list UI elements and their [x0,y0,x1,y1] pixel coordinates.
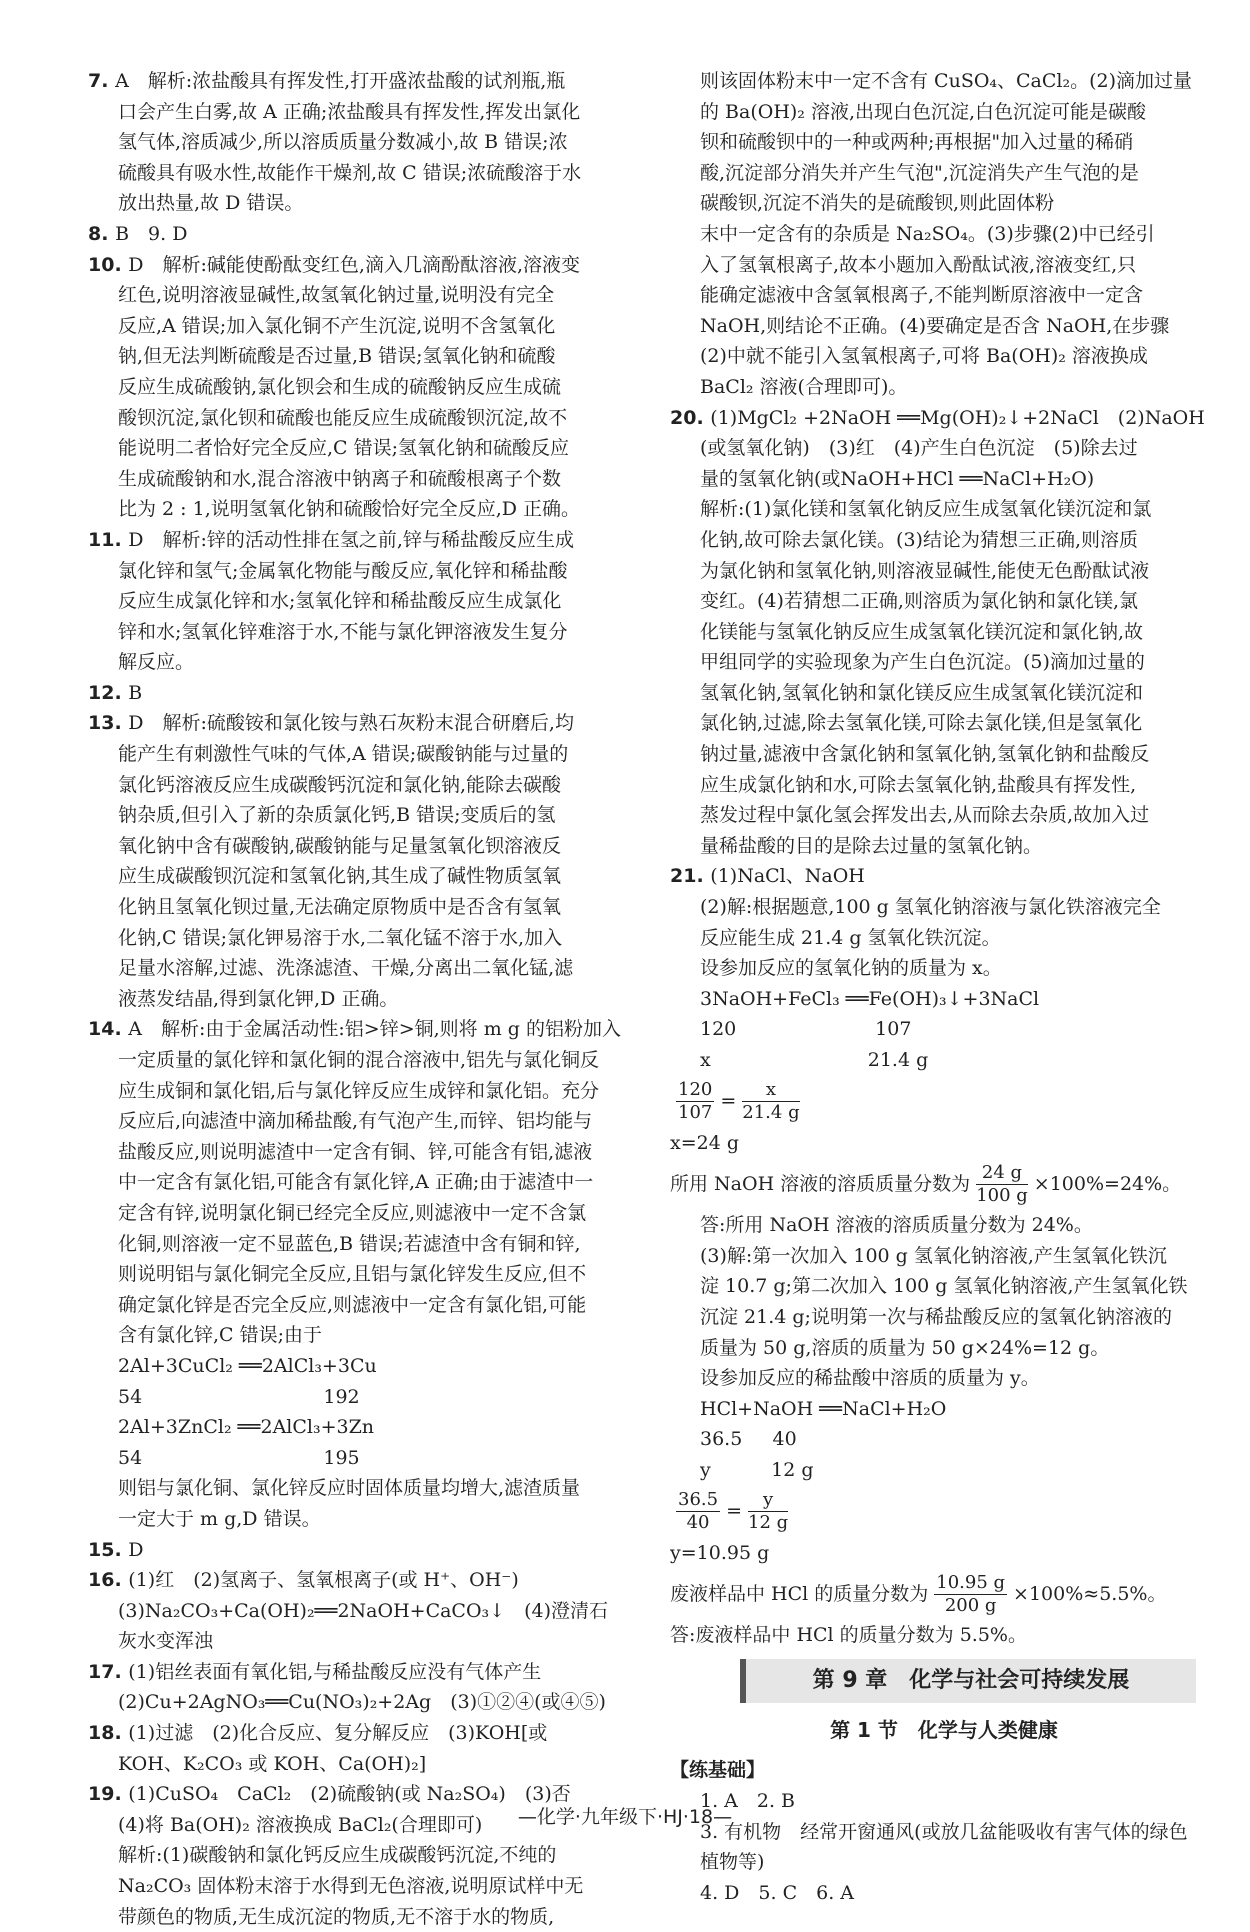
line-text: 淀 10.7 g;第二次加入 100 g 氢氧化钠溶液,产生氢氧化铁 [700,1275,1188,1298]
text-line [670,647,1218,678]
text-line [670,708,1218,739]
text-line [670,250,1218,281]
line-text: 足量水溶解,过滤、洗涤滤渣、干燥,分离出二氧化锰,滤 [118,957,574,980]
text-line [670,1847,1218,1878]
right-column-part-a [670,66,1218,1076]
line-text: B [128,681,143,704]
line-text: (1)红 (2)氢离子、氢氧根离子(或 H⁺、OH⁻) [128,1569,519,1592]
text-line [670,770,1218,801]
line-text: 中一定含有氯化铝,可能含有氯化锌,A 正确;由于滤渣中一 [118,1171,594,1194]
line-text: (1)过滤 (2)化合反应、复分解反应 (3)KOH[或 [128,1722,548,1745]
line-text: 锌和水;氢氧化锌难溶于水,不能与氯化钾溶液发生复分 [118,620,568,643]
line-text: (2)中就不能引入氢氧根离子,可将 Ba(OH)₂ 溶液换成 [700,345,1148,368]
text-line [88,127,643,158]
line-text: NaOH,则结论不正确。(4)要确定是否含 NaOH,在步骤 [700,314,1170,337]
text-line [88,158,643,189]
text-line [670,1045,1218,1076]
line-text: 蒸发过程中氯化氢会挥发出去,从而除去杂质,故加入过 [700,804,1150,827]
right-column [670,66,1218,1908]
line-text: 3NaOH+FeCl₃ ══Fe(OH)₃↓+3NaCl [700,987,1040,1010]
question-answer [88,1535,643,1566]
text-line [88,1320,643,1351]
y-result: y=10.95 g [670,1541,770,1564]
text-line [670,678,1218,709]
line-text: 反应能生成 21.4 g 氢氧化铁沉淀。 [700,926,1001,949]
line-text: (1)CuSO₄ CaCl₂ (2)硫酸钠(或 Na₂SO₄) (3)否 [128,1783,571,1806]
line-text: 沉淀 21.4 g;说明第一次与稀盐酸反应的氢氧化钠溶液的 [700,1305,1172,1328]
line-text: 能确定滤液中含氢氧根离子,不能判断原溶液中一定含 [700,284,1144,307]
line-text: 设参加反应的稀盐酸中溶质的质量为 y。 [700,1367,1040,1390]
text-line [670,1302,1218,1333]
line-text: (2)Cu+2AgNO₃══Cu(NO₃)₂+2Ag (3)①②④(或④⑤) [118,1691,606,1714]
line-text: 钡和硫酸钡中的一种或两种;再根据"加入过量的稀硝 [700,131,1134,154]
text-line [670,617,1218,648]
line-text: 能说明二者恰好完全反应,C 错误;氢氧化钠和硫酸反应 [118,437,570,460]
line-text: (1)铝丝表面有氧化铝,与稀盐酸反应没有气体产生 [128,1660,542,1683]
text-line [88,97,643,128]
text-line [670,311,1218,342]
question-number: 13. [88,712,129,735]
text-line [670,892,1218,923]
text-line [88,1412,643,1443]
question-number: 18. [88,1722,129,1745]
line-text: 甲组同学的实验现象为产生白色沉淀。(5)滴加过量的 [700,651,1145,674]
line-text: 反应后,向滤渣中滴加稀盐酸,有气泡产生,而锌、铝均能与 [118,1110,593,1133]
line-text: (2)解:根据题意,100 g 氢氧化钠溶液与氯化铁溶液完全 [700,896,1161,919]
line-text: 设参加反应的氢氧化钠的质量为 x。 [700,957,1002,980]
text-line [88,892,643,923]
line-text: 解析:(1)碳酸钠和氯化钙反应生成碳酸钙沉淀,不纯的 [118,1844,557,1867]
text-line [88,1687,643,1718]
text-line [88,1443,643,1474]
x-result: x=24 g [670,1131,740,1154]
text-line [670,188,1218,219]
line-text: 解反应。 [118,651,195,674]
line-text: D 解析:碱能使酚酞变红色,滴入几滴酚酞溶液,溶液变 [128,253,580,276]
text-line [670,525,1218,556]
text-line [88,280,643,311]
text-line [88,1229,643,1260]
line-text: 氯化锌和氢气;金属氧化物能与酸反应,氧化锌和稀盐酸 [118,559,568,582]
text-line [88,1473,643,1504]
text-line [88,1840,643,1871]
line-text: 比为 2 : 1,说明氢氧化钠和硫酸恰好完全反应,D 正确。 [118,498,581,521]
line-text: 氯化钠,过滤,除去氢氧化镁,可除去氯化镁,但是氢氧化 [700,712,1143,735]
text-line [88,464,643,495]
line-text: 36.5 40 [700,1428,797,1451]
text-line [670,739,1218,770]
line-text: 带颜色的物质,无生成沉淀的物质,无不溶于水的物质, [118,1905,555,1928]
line-text: x 21.4 g [700,1049,929,1071]
line-text: 生成硫酸钠和水,混合溶液中钠离子和硫酸根离子个数 [118,467,562,490]
text-line [670,66,1218,97]
line-text: D 解析:硫酸铵和氯化铵与熟石灰粉末混合研磨后,均 [128,712,574,735]
line-text: 化钠,故可除去氯化镁。(3)结论为猜想三正确,则溶质 [700,528,1138,551]
line-text: y 12 g [700,1458,814,1481]
line-text: 含有氯化锌,C 错误;由于 [118,1324,323,1347]
line-text: 氯化钙溶液反应生成碳酸钙沉淀和氯化钠,能除去碳酸 [118,773,562,796]
text-line [88,800,643,831]
practice-label: 【练基础】 [670,1759,766,1782]
text-line [88,861,643,892]
line-text: 钠杂质,但引入了新的杂质氯化钙,B 错误;变质后的氢 [118,804,556,827]
text-line [88,953,643,984]
text-line [670,1210,1218,1241]
question-number: 16. [88,1569,129,1592]
text-line [670,1014,1218,1045]
line-text: 1. A 2. B [700,1789,796,1812]
text-line [88,770,643,801]
line-text: 应生成铜和氯化铝,后与氯化锌反应生成锌和氯化铝。充分 [118,1079,600,1102]
proportion-y: $\frac{36.5}{40}$ = $\frac{y}{12 g}$ [678,1489,789,1534]
text-line [670,984,1218,1015]
line-text: 54 195 [118,1446,360,1469]
line-text: 氢氧化钠,氢氧化钠和氯化镁反应生成氢氧化镁沉淀和 [700,681,1144,704]
line-text: 的 Ba(OH)₂ 溶液,出现白色沉淀,白色沉淀可能是碳酸 [700,100,1147,123]
line-text: 答:所用 NaOH 溶液的溶质质量分数为 24%。 [700,1214,1093,1237]
line-text: (3)解:第一次加入 100 g 氢氧化钠溶液,产生氢氧化铁沉 [700,1244,1167,1267]
line-text: (1)MgCl₂ +2NaOH ══Mg(OH)₂↓+2NaCl (2)NaOH [710,406,1205,429]
text-line [88,311,643,342]
section-title: 第 1 节 化学与人类健康 [830,1717,1058,1742]
line-text: 则铝与氯化铜、氯化锌反应时固体质量均增大,滤渣质量 [118,1477,581,1500]
line-text: 钠过量,滤液中含氯化钠和氢氧化钠,氢氧化钠和盐酸反 [700,743,1150,766]
line-text: 3. 有机物 经常开窗通风(或放几盆能吸收有害气体的绿色 [700,1820,1188,1843]
line-text: 入了氢氧根离子,故本小题加入酚酞试液,溶液变红,只 [700,253,1137,276]
line-text: 化镁能与氢氧化钠反应生成氢氧化镁沉淀和氯化钠,故 [700,620,1144,643]
line-text: 化钠,C 错误;氯化钾易溶于水,二氧化锰不溶于水,加入 [118,926,563,949]
line-text: 解析:(1)氯化镁和氢氧化钠反应生成氢氧化镁沉淀和氯 [700,498,1152,521]
text-line [670,831,1218,862]
hcl-percent: 废液样品中 HCl 的质量分数为 $\frac{10.95 g}{200 g}$ ×100%≈5.5%。 [670,1571,1167,1616]
text-line [88,586,643,617]
text-line [88,1290,643,1321]
line-text: 能产生有刺激性气味的气体,A 错误;碳酸钠能与过量的 [118,743,569,766]
question-answer [88,219,643,250]
left-column [88,66,643,1932]
page-footer: —化学·九年级下·HJ·18— [517,1806,733,1828]
answer-hcl: 答:废液样品中 HCl 的质量分数为 5.5%。 [670,1624,1027,1647]
line-text: 质量为 50 g,溶质的质量为 50 g×24%=12 g。 [700,1336,1110,1359]
line-text: 盐酸反应,则说明滤渣中一定含有铜、锌,可能含有铝,滤液 [118,1140,593,1163]
text-line [88,372,643,403]
line-text: 口会产生白雾,故 A 正确;浓盐酸具有挥发性,挥发出氯化 [118,100,581,123]
line-text: 量稀盐酸的目的是除去过量的氢氧化钠。 [700,834,1043,857]
question-answer [88,66,643,97]
text-line [88,341,643,372]
line-text: 化钠且氢氧化钡过量,无法确定原物质中是否含有氢氧 [118,896,562,919]
line-text: 氧化钠中含有碳酸钠,碳酸钠能与足量氢氧化钡溶液反 [118,834,562,857]
line-text: D 解析:锌的活动性排在氢之前,锌与稀盐酸反应生成 [128,528,574,551]
line-text: 量的氢氧化钠(或NaOH+HCl ══NaCl+H₂O) [700,467,1095,490]
text-line [88,1351,643,1382]
text-line [670,1394,1218,1425]
text-line [88,1259,643,1290]
line-text: 则说明铝与氯化铜完全反应,且铝与氯化锌发生反应,但不 [118,1263,587,1286]
question-answer [88,250,643,281]
line-text: 应生成氯化钠和水,可除去氢氧化钠,盐酸具有挥发性, [700,773,1137,796]
text-line [88,1076,643,1107]
question-number: 7. [88,70,116,92]
text-line [670,556,1218,587]
right-column-part-b [670,1210,1218,1485]
question-answer [670,861,1218,892]
line-text: 54 192 [118,1385,360,1408]
line-text: KOH、K₂CO₃ 或 KOH、Ca(OH)₂] [118,1752,427,1775]
text-line [88,1167,643,1198]
line-text: 植物等) [700,1851,765,1874]
text-line [670,953,1218,984]
question-number: 11. [88,528,129,551]
text-line [88,647,643,678]
question-number: 20. [670,406,711,429]
line-text: 酸钡沉淀,氯化钡和硫酸也能反应生成硫酸钡沉淀,故不 [118,406,568,429]
line-text: 末中一定含有的杂质是 Na₂SO₄。(3)步骤(2)中已经引 [700,222,1155,245]
line-text: 反应生成硫酸钠,氯化钡会和生成的硫酸钠反应生成硫 [118,375,562,398]
text-line [88,1902,643,1932]
line-text: 一定质量的氯化锌和氯化铜的混合溶液中,铝先与氯化铜反 [118,1049,600,1071]
line-text: 2Al+3CuCl₂ ══2AlCl₃+3Cu [118,1354,377,1377]
chapter-title: 第 9 章 化学与社会可持续发展 [740,1659,1196,1703]
text-line [670,97,1218,128]
text-line [670,158,1218,189]
line-text: (或氢氧化钠) (3)红 (4)产生白色沉淀 (5)除去过 [700,437,1138,460]
line-text: (4)将 Ba(OH)₂ 溶液换成 BaCl₂(合理即可) [118,1813,483,1836]
text-line [670,1455,1218,1486]
line-text: 4. D 5. C 6. A [700,1881,854,1904]
question-answer [88,1014,643,1045]
line-text: 一定大于 m g,D 错误。 [118,1507,321,1530]
line-text: 反应生成氯化锌和水;氢氧化锌和稀盐酸反应生成氯化 [118,590,562,613]
line-text: 氢气体,溶质减少,所以溶质质量分数减小,故 B 错误;浓 [118,131,568,154]
line-text: 2Al+3ZnCl₂ ══2AlCl₃+3Zn [118,1416,375,1439]
line-text: 钠,但无法判断硫酸是否过量,B 错误;氢氧化钠和硫酸 [118,345,556,368]
line-text: D [128,1538,144,1561]
text-line [670,341,1218,372]
text-line [670,1271,1218,1302]
line-text: HCl+NaOH ══NaCl+H₂O [700,1397,947,1420]
text-line [88,984,643,1015]
text-line [670,464,1218,495]
text-line [670,127,1218,158]
text-line [670,219,1218,250]
line-text: B 9. D [115,222,188,245]
text-line [670,586,1218,617]
question-number: 15. [88,1538,129,1561]
line-text: 确定氯化锌是否完全反应,则滤液中一定含有氯化铝,可能 [118,1293,587,1316]
line-text: 硫酸具有吸水性,故能作干燥剂,故 C 错误;浓硫酸溶于水 [118,161,582,184]
line-text: 定含有锌,说明氯化铜已经完全反应,则滤液中一定不含氯 [118,1201,587,1224]
line-text: 酸,沉淀部分消失并产生气泡",沉淀消失产生气泡的是 [700,161,1139,184]
text-line [670,1333,1218,1364]
text-line [88,494,643,525]
text-line [670,280,1218,311]
question-answer [88,1718,643,1749]
line-text: (1)NaCl、NaOH [710,865,865,888]
question-number: 21. [670,865,711,888]
text-line [88,1106,643,1137]
text-line [88,617,643,648]
question-answer [88,1565,643,1596]
line-text: (3)Na₂CO₃+Ca(OH)₂══2NaOH+CaCO₃↓ (4)澄清石 [118,1599,609,1622]
line-text: 碳酸钡,沉淀不消失的是硫酸钡,则此固体粉 [700,192,1055,215]
question-answer [670,403,1218,434]
line-text: 化铜,则溶液一定不显蓝色,B 错误;若滤渣中含有铜和锌, [118,1232,581,1255]
text-line [88,831,643,862]
text-line [88,1137,643,1168]
text-line [670,1241,1218,1272]
text-line [88,1749,643,1780]
line-text: 灰水变浑浊 [118,1630,214,1653]
line-text: 反应,A 错误;加入氯化铜不产生沉淀,说明不含氢氧化 [118,314,556,337]
text-line [88,188,643,219]
text-line [88,556,643,587]
question-number: 8. [88,222,116,245]
question-answer [88,1657,643,1688]
text-line [88,1596,643,1627]
question-number: 17. [88,1660,129,1683]
line-text: 红色,说明溶液显碱性,故氢氧化钠过量,说明没有完全 [118,284,555,307]
question-answer [88,525,643,556]
line-text: 放出热量,故 D 错误。 [118,192,304,215]
naoh-percent: 所用 NaOH 溶液的溶质质量分数为 $\frac{24 g}{100 g}$ ×100%=24%。 [670,1161,1182,1206]
text-line [670,923,1218,954]
text-line [88,1504,643,1535]
line-text: 则该固体粉末中一定不含有 CuSO₄、CaCl₂。(2)滴加过量 [700,70,1193,92]
line-text: BaCl₂ 溶液(合理即可)。 [700,375,908,398]
line-text: A 解析:浓盐酸具有挥发性,打开盛浓盐酸的试剂瓶,瓶 [115,70,566,92]
line-text: 变红。(4)若猜想二正确,则溶质为氯化钠和氯化镁,氯 [700,590,1138,613]
line-text: 液蒸发结晶,得到氯化钾,D 正确。 [118,987,399,1010]
text-line [88,403,643,434]
question-answer [88,708,643,739]
question-number: 19. [88,1783,129,1806]
question-number: 10. [88,253,129,276]
text-line [88,1045,643,1076]
text-line [88,923,643,954]
line-text: 120 107 [700,1018,912,1041]
text-line [670,800,1218,831]
text-line [670,1363,1218,1394]
text-line [670,372,1218,403]
text-line [670,494,1218,525]
question-answer [88,678,643,709]
text-line [88,433,643,464]
question-number: 14. [88,1018,129,1041]
question-number: 12. [88,681,129,704]
line-text: 为氯化钠和氢氧化钠,则溶液显碱性,能使无色酚酞试液 [700,559,1150,582]
text-line [88,739,643,770]
text-line [88,1626,643,1657]
text-line [670,1878,1218,1909]
text-line [88,1382,643,1413]
text-line [670,1424,1218,1455]
line-text: A 解析:由于金属活动性:铝>锌>铜,则将 m g 的铝粉加入 [128,1018,621,1041]
text-line [88,1198,643,1229]
line-text: 应生成碳酸钡沉淀和氢氧化钠,其生成了碱性物质氢氧 [118,865,562,888]
proportion-x: $\frac{120}{107}$ = $\frac{x}{21.4 g}$ [678,1079,800,1124]
text-line [88,1871,643,1902]
text-line [670,433,1218,464]
line-text: Na₂CO₃ 固体粉末溶于水得到无色溶液,说明原试样中无 [118,1875,584,1898]
